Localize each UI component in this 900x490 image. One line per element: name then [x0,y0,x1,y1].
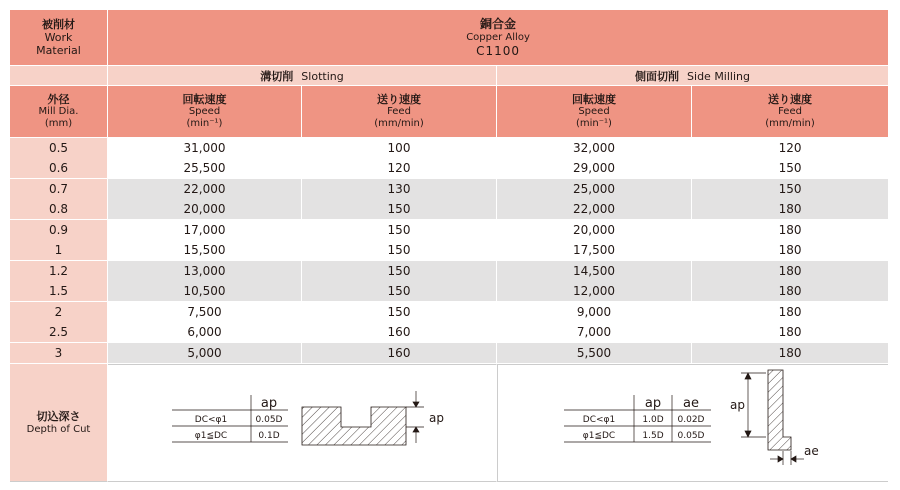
slot-speed-value: 31,000 [183,141,226,155]
side-feed-value: 180 [778,346,802,360]
side-feed-cell [692,343,888,364]
speed-unit: (min⁻¹) [186,117,223,129]
slot-speed-cell [108,138,302,179]
slot-feed-value: 150 [387,284,411,298]
material-en: Copper Alloy [466,32,530,43]
slot-dc-large: φ1≦DC [194,431,228,441]
dia-unit: (mm) [44,117,73,129]
feed-unit: (mm/min) [374,117,424,129]
mill-dia-value: 0.8 [48,202,69,216]
slot-workpiece-icon [302,407,406,445]
slot-feed-value: 150 [387,305,411,319]
mill-dia-value: 2 [54,305,63,319]
side-feed-value: 120 [778,141,802,155]
material-grade: C1100 [476,44,520,58]
slot-feed-value: 150 [387,243,411,257]
slot-feed-cell [302,261,497,302]
side-feed-value: 180 [778,284,802,298]
depth-of-cut-label [10,364,108,482]
slot-speed-value: 15,500 [183,243,226,257]
slot-ap-header: ap [260,396,278,411]
slot-speed-cell [108,343,302,364]
mill-dia-value: 0.5 [48,141,69,155]
side-ae-header: ae [683,396,699,411]
side-speed-cell [497,179,692,220]
mill-dia-value: 1 [54,243,63,257]
side-feed-value: 180 [778,243,802,257]
side-speed-value: 29,000 [573,161,615,175]
slot-speed-value: 20,000 [183,202,226,216]
slot-feed-cell [302,302,497,343]
slot-speed-value: 5,000 [187,346,222,360]
work-material-en-2: Material [36,44,81,57]
side-ae-dimension [770,451,804,465]
side-speed-value: 22,000 [573,202,615,216]
side-milling-jp: 側面切削 [635,69,680,83]
mill-dia-cell [10,138,108,179]
mill-dia-cell [10,261,108,302]
slot-feed-value: 160 [387,346,411,360]
side-speed-value: 7,000 [576,325,612,339]
mill-dia-value: 1.2 [48,264,69,278]
slotting-en: Slotting [301,69,344,83]
feed-en: Feed [778,105,802,117]
data-rows [10,138,888,364]
depth-label-en: Depth of Cut [26,423,91,435]
side-feed-value: 150 [778,161,802,175]
side-ap-label: ap [730,398,745,412]
side-feed-value: 180 [778,264,802,278]
side-feed-value: 180 [778,223,802,237]
side-speed-value: 5,500 [576,346,612,360]
mill-dia-column-header [10,86,108,138]
slot-ap-dimension [406,391,424,443]
side-feed-cell [692,138,888,179]
side-feed-value: 180 [778,202,802,216]
mill-dia-value: 0.7 [48,182,69,196]
side-speed-value: 12,000 [573,284,615,298]
mill-dia-value: 0.9 [48,223,69,237]
row-group [10,220,888,261]
side-speed-cell [497,302,692,343]
side-ap-header: ap [644,396,662,411]
side-feed-cell [692,179,888,220]
side-milling-en: Side Milling [687,69,750,83]
side-speed-value: 25,000 [573,182,615,196]
feed-unit: (mm/min) [765,117,815,129]
slot-feed-value: 130 [387,182,411,196]
mill-dia-value: 2.5 [48,325,69,339]
slot-speed-cell [108,220,302,261]
slot-speed-value: 7,500 [187,305,222,319]
work-material-jp: 被削材 [42,18,75,31]
feed-jp: 送り速度 [768,92,813,106]
slot-speed-value: 17,000 [183,223,226,237]
side-milling-section-header [497,66,888,86]
side-speed-cell [497,138,692,179]
row-group [10,179,888,220]
slot-feed-value: 160 [387,325,411,339]
side-workpiece-icon [768,370,791,450]
slot-feed-cell [302,220,497,261]
speed-en: Speed [188,105,221,117]
row-group [10,138,888,179]
dia-jp: 外径 [47,92,70,106]
side-speed-value: 32,000 [573,141,615,155]
side-feed-column-header [692,86,888,138]
slot-speed-value: 22,000 [183,182,226,196]
slot-speed-cell [108,302,302,343]
slotting-jp: 溝切削 [260,69,294,83]
side-milling-depth-diagram [498,365,888,477]
side-feed-cell [692,261,888,302]
slot-feed-cell [302,179,497,220]
side-feed-cell [692,302,888,343]
row-group [10,343,888,364]
side-speed-column-header [497,86,692,138]
slot-speed-value: 13,000 [183,264,226,278]
side-ap-large: 1.5D [642,431,664,441]
mill-dia-value: 1.5 [48,284,69,298]
work-material-en-1: Work [44,31,73,44]
cutting-conditions-table [10,10,888,482]
slotting-depth-diagram [108,365,496,477]
slotting-section-header [108,66,497,86]
side-ae-label: ae [804,444,819,458]
slot-feed-value: 120 [387,161,411,175]
mill-dia-cell [10,220,108,261]
side-feed-value: 180 [778,325,802,339]
slot-speed-cell [108,261,302,302]
slot-speed-column-header [108,86,302,138]
feed-jp: 送り速度 [377,92,421,106]
work-material-header [10,10,108,66]
side-speed-value: 9,000 [576,305,612,319]
row-group [10,261,888,302]
slotting-depth-cell [108,364,497,482]
blank-section-cell [10,66,108,86]
slot-feed-value: 100 [387,141,411,155]
side-speed-value: 20,000 [573,223,615,237]
slot-dc-small: DC<φ1 [194,415,228,425]
slot-ap-small: 0.05D [255,415,283,425]
side-speed-cell [497,220,692,261]
slot-feed-value: 150 [387,223,411,237]
side-milling-depth-cell [497,364,888,482]
slot-speed-value: 10,500 [183,284,226,298]
row-group [10,302,888,343]
side-feed-value: 150 [778,182,802,196]
side-speed-value: 17,500 [573,243,615,257]
dia-en: Mill Dia. [38,105,79,117]
side-dc-small: DC<φ1 [582,415,616,425]
slot-speed-value: 25,500 [183,161,226,175]
mill-dia-cell [10,179,108,220]
slot-feed-value: 150 [387,264,411,278]
slot-ap-label: ap [429,411,444,425]
side-ae-small: 0.02D [677,415,705,425]
side-ae-large: 0.05D [677,431,705,441]
mill-dia-cell [10,302,108,343]
speed-unit: (min⁻¹) [576,117,612,129]
slot-feed-cell [302,138,497,179]
slot-feed-cell [302,343,497,364]
side-feed-cell [692,220,888,261]
mill-dia-cell [10,343,108,364]
depth-label-jp: 切込深さ [36,409,81,423]
slot-feed-value: 150 [387,202,411,216]
speed-en: Speed [578,105,610,117]
side-speed-cell [497,343,692,364]
speed-jp: 回転速度 [572,92,616,106]
slot-ap-large: 0.1D [258,431,280,441]
slot-speed-cell [108,179,302,220]
slot-feed-column-header [302,86,497,138]
mill-dia-value: 0.6 [48,161,69,175]
speed-jp: 回転速度 [182,92,227,106]
side-dc-large: φ1≦DC [582,431,616,441]
feed-en: Feed [387,105,411,117]
side-speed-value: 14,500 [573,264,615,278]
side-speed-cell [497,261,692,302]
material-jp: 銅合金 [480,17,517,31]
side-feed-value: 180 [778,305,802,319]
side-ap-small: 1.0D [642,415,664,425]
slot-speed-value: 6,000 [187,325,222,339]
mill-dia-value: 3 [54,346,63,360]
material-header [108,10,888,66]
